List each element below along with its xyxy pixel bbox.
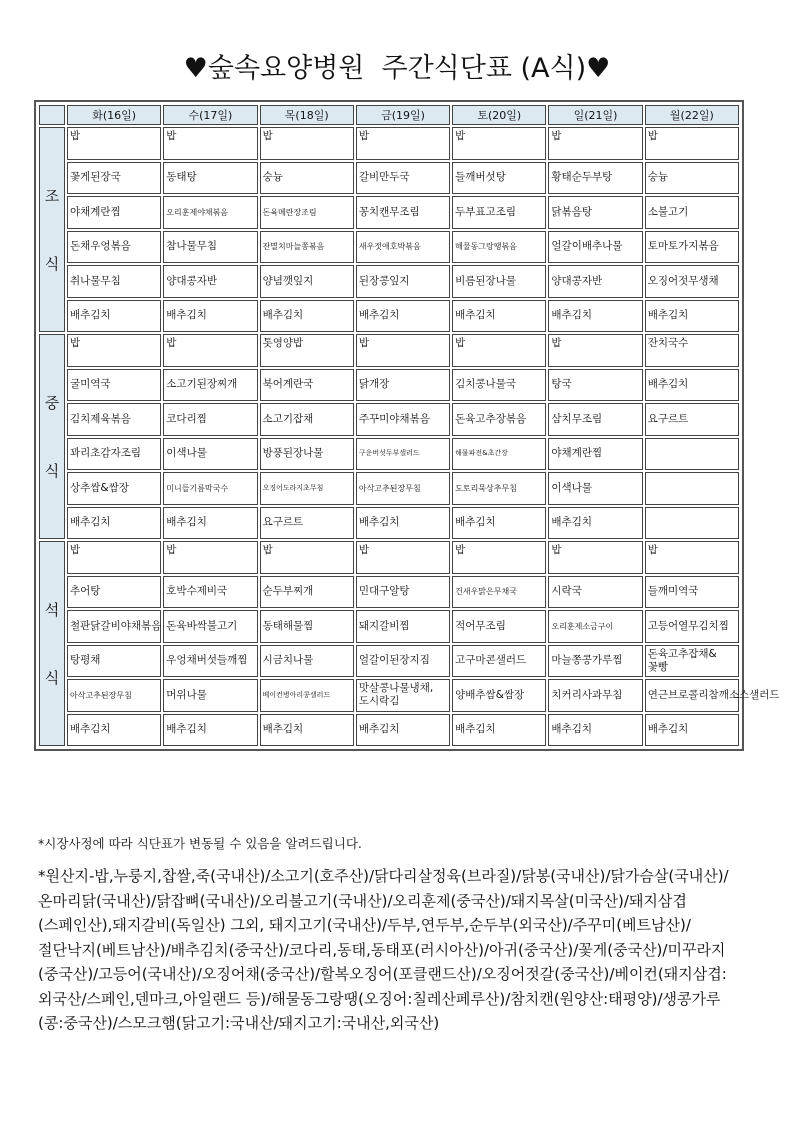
- menu-cell: 아삭고추된장무침: [67, 679, 161, 712]
- menu-cell: 돈육바싹불고기: [163, 610, 257, 643]
- menu-cell: 밥: [163, 334, 257, 367]
- menu-cell: 도토리묵상추무침: [452, 472, 546, 505]
- menu-cell: 돈육메란장조림: [260, 196, 354, 229]
- menu-cell: 들깨미역국: [645, 576, 739, 609]
- menu-cell: 치커리사과무침: [548, 679, 642, 712]
- menu-cell: 양대콩자반: [163, 265, 257, 298]
- menu-cell: 밥: [67, 541, 161, 574]
- menu-grid: [37, 103, 780, 748]
- menu-cell: 배추김치: [163, 507, 257, 540]
- menu-cell: 탕국: [548, 369, 642, 402]
- menu-cell: 탕평채: [67, 645, 161, 678]
- menu-cell: 닭개장: [356, 369, 450, 402]
- menu-cell: 배추김치: [67, 300, 161, 333]
- menu-cell: 밥: [163, 127, 257, 160]
- menu-cell: 밥: [356, 127, 450, 160]
- menu-cell: 우엉채버섯들깨찜: [163, 645, 257, 678]
- menu-cell: 밥: [260, 541, 354, 574]
- menu-cell: 배추김치: [260, 714, 354, 747]
- menu-cell: 오리훈제야채볶음: [163, 196, 257, 229]
- menu-cell: 시금치나물: [260, 645, 354, 678]
- menu-row: [39, 541, 739, 574]
- menu-cell: 배추김치: [67, 507, 161, 540]
- menu-cell: 적어무조림: [452, 610, 546, 643]
- menu-cell: 밥: [452, 127, 546, 160]
- menu-cell: 배추김치: [356, 300, 450, 333]
- header-corner: [39, 105, 65, 125]
- menu-cell: 소고기잡채: [260, 403, 354, 436]
- menu-row: [39, 127, 739, 160]
- menu-cell: 밥: [548, 127, 642, 160]
- menu-cell: 민대구알탕: [356, 576, 450, 609]
- menu-cell: 마늘쫑콩가루찜: [548, 645, 642, 678]
- menu-cell: 닭볶음탕: [548, 196, 642, 229]
- menu-cell: 밥: [548, 541, 642, 574]
- menu-cell: 맛살콩나물냉채,도시락김: [356, 679, 450, 712]
- menu-cell: 북어계란국: [260, 369, 354, 402]
- menu-row: [39, 714, 739, 747]
- menu-cell: 밥: [67, 334, 161, 367]
- menu-cell: 배추김치: [452, 300, 546, 333]
- menu-cell: 야채계란찜: [548, 438, 642, 471]
- menu-cell: 배추김치: [356, 507, 450, 540]
- menu-cell: 야채계란찜: [67, 196, 161, 229]
- menu-cell: 밥: [163, 541, 257, 574]
- menu-row: [39, 162, 739, 195]
- menu-row: [39, 196, 739, 229]
- menu-cell: 배추김치: [548, 714, 642, 747]
- menu-cell: 배추김치: [260, 300, 354, 333]
- menu-cell: 미니들기름막국수: [163, 472, 257, 505]
- menu-cell: 얼갈이배추나물: [548, 231, 642, 264]
- origin-info: *원산지-밥,누룽지,찹쌀,죽(국내산)/소고기(호주산)/닭다리살정육(브라질)/닭봉(국내산)/닭가슴살(국내산)/온마리닭(국내산)/닭잡뼈(국내산)/오리불고기(국내산)/오리훈제(중국산)/돼지목살(미국산)/돼지삼겹(스페인산),돼지갈비(독일산) 그외, 돼지고기(국내산)/두부,연두부,순두부(외국산)/주꾸미(베트남산)/절단낙지(베트남산)/배추김치(중국산)/코다리,동태,동태포(러시아산)/아귀(중국산)/꽃게(중국산)/미꾸라지(중국산)/고등어(국내산)/오징어채(중국산)/할복오징어(포클랜드산)/오징어젓갈(중국산)/베이컨(돼지삼겹:외국산/스페인,덴마크,아일랜드 등)/해물동그랑땡(오징어:칠레산페루산)/참치캔(원양산:태평양)/생콩가루(콩:중국산)/스모크햄(닭고기:국내산/돼지고기:국내산,외국산): [38, 867, 729, 1032]
- menu-cell: 상추쌈&쌈장: [67, 472, 161, 505]
- menu-cell: 김치제육볶음: [67, 403, 161, 436]
- menu-cell: 밥: [260, 127, 354, 160]
- menu-cell: 토마토가지볶음: [645, 231, 739, 264]
- menu-cell: 배추김치: [67, 714, 161, 747]
- menu-cell: 배추김치: [645, 300, 739, 333]
- menu-cell: 꽃게된장국: [67, 162, 161, 195]
- menu-cell: 동태해물찜: [260, 610, 354, 643]
- menu-row: [39, 403, 739, 436]
- menu-cell: 들깨버섯탕: [452, 162, 546, 195]
- menu-cell: 이색나물: [548, 472, 642, 505]
- menu-cell: 돈채우엉볶음: [67, 231, 161, 264]
- menu-cell: 코다리찜: [163, 403, 257, 436]
- menu-cell: 갈비만두국: [356, 162, 450, 195]
- menu-cell: 밥: [452, 541, 546, 574]
- menu-cell: 꽈리초감자조림: [67, 438, 161, 471]
- menu-cell: 건새우맑은무채국: [452, 576, 546, 609]
- menu-cell: [645, 472, 739, 505]
- menu-row: [39, 679, 739, 712]
- menu-cell: 해물동그랑땡볶음: [452, 231, 546, 264]
- menu-cell: 아삭고추된장무침: [356, 472, 450, 505]
- menu-cell: 새우젓애호박볶음: [356, 231, 450, 264]
- menu-cell: 밥: [645, 127, 739, 160]
- menu-cell: 잔치국수: [645, 334, 739, 367]
- menu-cell: 굴미역국: [67, 369, 161, 402]
- menu-cell: 양배추쌈&쌈장: [452, 679, 546, 712]
- menu-cell: 요구르트: [260, 507, 354, 540]
- menu-row: [39, 369, 739, 402]
- menu-cell: 연근브로콜리참깨소스샐러드: [645, 679, 739, 712]
- day-header: 화(16일): [67, 105, 161, 125]
- menu-cell: 배추김치: [452, 507, 546, 540]
- day-header: 목(18일): [260, 105, 354, 125]
- menu-cell: 순두부찌개: [260, 576, 354, 609]
- menu-cell: 베이컨병아리콩샐러드: [260, 679, 354, 712]
- day-header: 수(17일): [163, 105, 257, 125]
- menu-row: [39, 472, 739, 505]
- menu-cell: 돈육고추장볶음: [452, 403, 546, 436]
- menu-cell: 양대콩자반: [548, 265, 642, 298]
- day-header: 토(20일): [452, 105, 546, 125]
- menu-cell: 참나물무침: [163, 231, 257, 264]
- menu-cell: 해물파전&초간장: [452, 438, 546, 471]
- menu-cell: 두부표고조림: [452, 196, 546, 229]
- menu-row: [39, 610, 739, 643]
- menu-cell: 밥: [548, 334, 642, 367]
- menu-cell: 고등어열무김치찜: [645, 610, 739, 643]
- menu-row: [39, 507, 739, 540]
- menu-cell: [645, 507, 739, 540]
- menu-cell: 소불고기: [645, 196, 739, 229]
- menu-cell: 돼지갈비찜: [356, 610, 450, 643]
- menu-cell: 숭늉: [260, 162, 354, 195]
- menu-cell: 배추김치: [163, 714, 257, 747]
- menu-cell: 배추김치: [356, 714, 450, 747]
- menu-cell: 동태탕: [163, 162, 257, 195]
- menu-cell: 숭늉: [645, 162, 739, 195]
- menu-cell: 밥: [645, 541, 739, 574]
- menu-cell: 배추김치: [163, 300, 257, 333]
- menu-cell: 황태순두부탕: [548, 162, 642, 195]
- menu-cell: 배추김치: [548, 300, 642, 333]
- menu-cell: 시락국: [548, 576, 642, 609]
- menu-row: [39, 645, 739, 678]
- menu-cell: 비름된장나물: [452, 265, 546, 298]
- menu-cell: 배추김치: [645, 369, 739, 402]
- menu-cell: 오리훈제소금구이: [548, 610, 642, 643]
- menu-cell: 밥: [67, 127, 161, 160]
- meal-label: 석 식: [39, 541, 65, 746]
- meal-label: 중 식: [39, 334, 65, 539]
- menu-cell: 돈육고추잡채&꽃빵: [645, 645, 739, 678]
- menu-cell: 소고기된장찌개: [163, 369, 257, 402]
- menu-cell: 머위나물: [163, 679, 257, 712]
- menu-row: [39, 576, 739, 609]
- menu-cell: 요구르트: [645, 403, 739, 436]
- change-notice: *시장사정에 따라 식단표가 변동될 수 있음을 알려드립니다.: [38, 836, 362, 851]
- menu-cell: 호박수제비국: [163, 576, 257, 609]
- menu-cell: 김치콩나물국: [452, 369, 546, 402]
- menu-cell: 밥: [356, 334, 450, 367]
- day-header: 금(19일): [356, 105, 450, 125]
- menu-cell: 얼갈이된장지짐: [356, 645, 450, 678]
- menu-cell: 양념깻잎지: [260, 265, 354, 298]
- menu-cell: 톳영양밥: [260, 334, 354, 367]
- menu-row: [39, 438, 739, 471]
- menu-row: [39, 300, 739, 333]
- menu-cell: [645, 438, 739, 471]
- day-header: 월(22일): [645, 105, 739, 125]
- menu-cell: 주꾸미야채볶음: [356, 403, 450, 436]
- menu-cell: 오징어도라지초무침: [260, 472, 354, 505]
- menu-cell: 꽁치캔무조림: [356, 196, 450, 229]
- day-header: 일(21일): [548, 105, 642, 125]
- menu-cell: 배추김치: [645, 714, 739, 747]
- menu-cell: 이색나물: [163, 438, 257, 471]
- menu-cell: 오징어젓무생채: [645, 265, 739, 298]
- weekly-menu-table: [34, 100, 780, 751]
- page-title: ♥숲속요양병원 주간식단표 (A식)♥: [183, 53, 611, 84]
- menu-cell: 삼치무조림: [548, 403, 642, 436]
- menu-cell: 밥: [356, 541, 450, 574]
- meal-label: 조 식: [39, 127, 65, 332]
- menu-cell: 구운버섯두부샐러드: [356, 438, 450, 471]
- menu-cell: 배추김치: [452, 714, 546, 747]
- menu-cell: 배추김치: [548, 507, 642, 540]
- menu-cell: 잔멸치마늘쫑볶음: [260, 231, 354, 264]
- menu-cell: 된장콩잎지: [356, 265, 450, 298]
- menu-cell: 고구마콘샐러드: [452, 645, 546, 678]
- menu-cell: 철판닭갈비야채볶음: [67, 610, 161, 643]
- menu-row: [39, 334, 739, 367]
- menu-cell: 밥: [452, 334, 546, 367]
- menu-row: [39, 265, 739, 298]
- menu-cell: 취나물무침: [67, 265, 161, 298]
- menu-row: [39, 231, 739, 264]
- menu-cell: 추어탕: [67, 576, 161, 609]
- menu-cell: 방풍된장나물: [260, 438, 354, 471]
- day-header-row: [39, 105, 739, 125]
